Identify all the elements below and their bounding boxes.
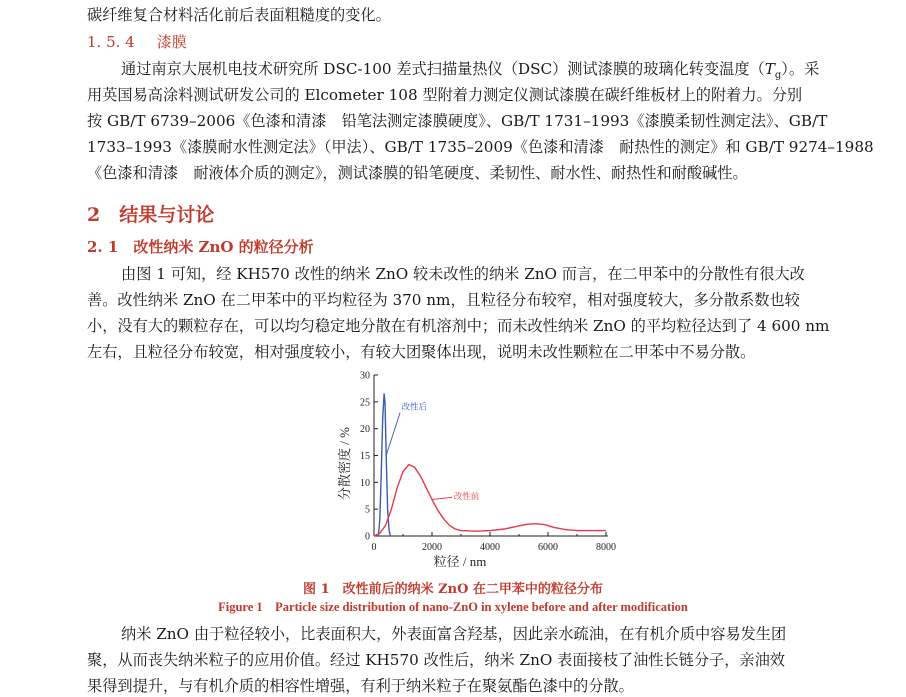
y-tick-label: 15 <box>360 451 370 462</box>
paragraph-line: 小，没有大的颗粒存在，可以均匀稳定地分散在有机溶剂中；而未改性纳米 ZnO 的平均粒径达到了 4 600 nm <box>87 317 830 335</box>
subsection-heading: 2. 1 改性纳米 ZnO 的粒径分析 <box>87 238 314 256</box>
paragraph-line: 《色漆和清漆 耐液体介质的测定》，测试漆膜的铅笔硬度、柔韧性、耐水性、耐热性和耐酸碱性。 <box>87 164 748 182</box>
paragraph-line: 1733–1993《漆膜耐水性测定法》（甲法）、GB/T 1735–2009《色漆和清漆 耐热性的测定》和 GB/T 9274–1988 <box>87 138 874 156</box>
annotation-leader-0 <box>386 413 400 456</box>
series-line-0 <box>378 394 390 536</box>
x-tick-label: 2000 <box>422 542 442 553</box>
x-tick-label: 0 <box>371 542 377 553</box>
series-line-1 <box>374 465 606 536</box>
paragraph-line: 善。改性纳米 ZnO 在二甲苯中的平均粒径为 370 nm，且粒径分布较窄，相对强度较大，多分散系数也较 <box>87 291 800 309</box>
section-number: 1. 5. 4 <box>87 33 135 51</box>
y-tick-label: 5 <box>365 504 370 516</box>
body-text-line: 碳纤维复合材料活化前后表面粗糙度的变化。 <box>87 6 391 24</box>
tg-symbol: T <box>764 60 775 78</box>
figure-caption-cn: 图 1 改性前后的纳米 ZnO 在二甲苯中的粒径分布 <box>303 582 603 597</box>
x-tick-label: 6000 <box>538 542 558 553</box>
paragraph-line: 左右，且粒径分布较宽，相对强度较小，有较大团聚体出现，说明未改性颗粒在二甲苯中不易分散。 <box>87 343 756 361</box>
y-axis-label: 分散密度 / % <box>337 427 352 500</box>
y-tick-label: 0 <box>365 531 370 543</box>
paragraph-line: 聚，从而丧失纳米粒子的应用价值。经过 KH570 改性后，纳米 ZnO 表面接枝了油性长链分子，亲油效 <box>87 651 785 669</box>
figure-caption-en: Figure 1 Particle size distribution of nano-ZnO in xylene before and after modification <box>218 600 688 614</box>
paragraph-line: 用英国易高涂料测试研发公司的 Elcometer 108 型附着力测定仪测试漆膜在碳纤维板材上的附着力。分别 <box>87 86 803 104</box>
y-tick-label: 25 <box>360 397 370 409</box>
annotation-label-1: 改性前 <box>453 490 480 501</box>
annotation-leader-1 <box>432 497 452 499</box>
annotation-label-0: 改性后 <box>401 401 428 412</box>
paragraph-line: 纳米 ZnO 由于粒径较小，比表面积大，外表面富含羟基，因此亲水疏油，在有机介质中容易发生团 <box>121 625 787 643</box>
section-title: 漆膜 <box>156 33 187 51</box>
section-heading <box>87 31 187 52</box>
paragraph-line: 按 GB/T 6739–2006《色漆和清漆 铅笔法测定漆膜硬度》、GB/T 1731–1993《漆膜柔韧性测定法》、GB/T <box>87 112 828 130</box>
chapter-heading: 2 结果与讨论 <box>87 204 215 226</box>
paragraph-line: 由图 1 可知，经 KH570 改性的纳米 ZnO 较未改性的纳米 ZnO 而言，在二甲苯中的分散性有很大改 <box>121 265 805 283</box>
particle-size-chart <box>330 368 630 580</box>
paragraph-line: 果得到提升，与有机介质的相容性增强，有利于纳米粒子在聚氨酯色漆中的分散。 <box>87 677 634 695</box>
x-axis-label: 粒径 / nm <box>433 554 487 569</box>
y-tick-label: 20 <box>360 424 370 436</box>
x-tick-label: 8000 <box>596 542 616 553</box>
y-tick-label: 10 <box>360 477 370 489</box>
paragraph-line: 通过南京大展机电技术研究所 DSC-100 差式扫描量热仪（DSC）测试漆膜的玻璃化转变温度$(T_g)$。采 <box>121 60 820 82</box>
x-tick-label: 4000 <box>480 542 500 553</box>
y-tick-label: 30 <box>360 370 370 382</box>
